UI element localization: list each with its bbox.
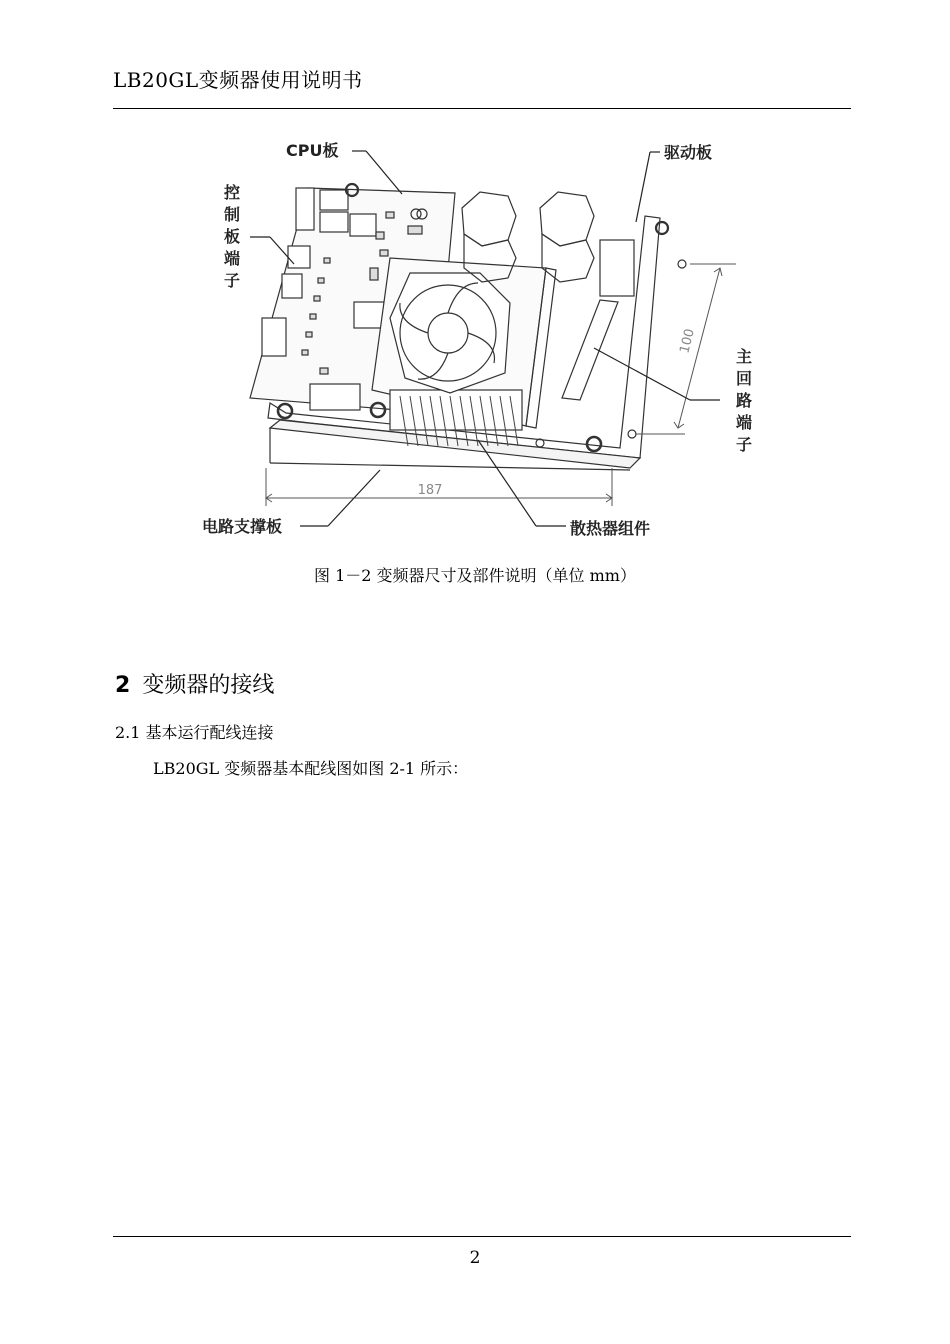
dimension-width-label: 187: [417, 483, 443, 498]
footer-rule: [113, 1236, 851, 1237]
drive-board-label: 驱动板: [664, 143, 713, 162]
svg-text:子: 子: [224, 271, 241, 290]
header-rule: [113, 108, 851, 109]
svg-text:子: 子: [736, 435, 753, 454]
section-number: 2: [115, 673, 131, 698]
svg-text:端: 端: [224, 249, 241, 268]
cpu-board-label: CPU板: [286, 141, 339, 160]
document-header-title: LB20GL变频器使用说明书: [113, 68, 363, 92]
svg-text:板: 板: [224, 227, 241, 246]
control-terminal-label: [224, 183, 240, 290]
support-board-label: 电路支撑板: [202, 517, 283, 536]
subsection-heading: 2.1 基本运行配线连接: [115, 723, 274, 742]
figure-caption: 图 1－2 变频器尺寸及部件说明（单位 mm）: [314, 566, 636, 585]
svg-text:路: 路: [736, 391, 753, 410]
main-circuit-terminal-block: [562, 300, 618, 400]
fan-housing: [390, 273, 510, 393]
svg-text:端: 端: [736, 413, 753, 432]
heatsink-label: 散热器组件: [570, 519, 651, 538]
svg-text:制: 制: [224, 205, 241, 224]
inverter-assembly-drawing: [190, 128, 770, 548]
dimension-height-label: 100: [677, 327, 698, 355]
svg-text:主: 主: [736, 347, 753, 366]
page-number: 2: [469, 1248, 481, 1268]
svg-text:控: 控: [224, 183, 241, 202]
section-heading: [115, 668, 274, 699]
svg-text:回: 回: [736, 369, 753, 388]
inverter-dimension-figure: [190, 128, 770, 548]
section-title: 变频器的接线: [142, 673, 275, 698]
body-paragraph: LB20GL 变频器基本配线图如图 2-1 所示：: [153, 759, 469, 778]
main-circuit-terminal-label: [736, 347, 752, 454]
